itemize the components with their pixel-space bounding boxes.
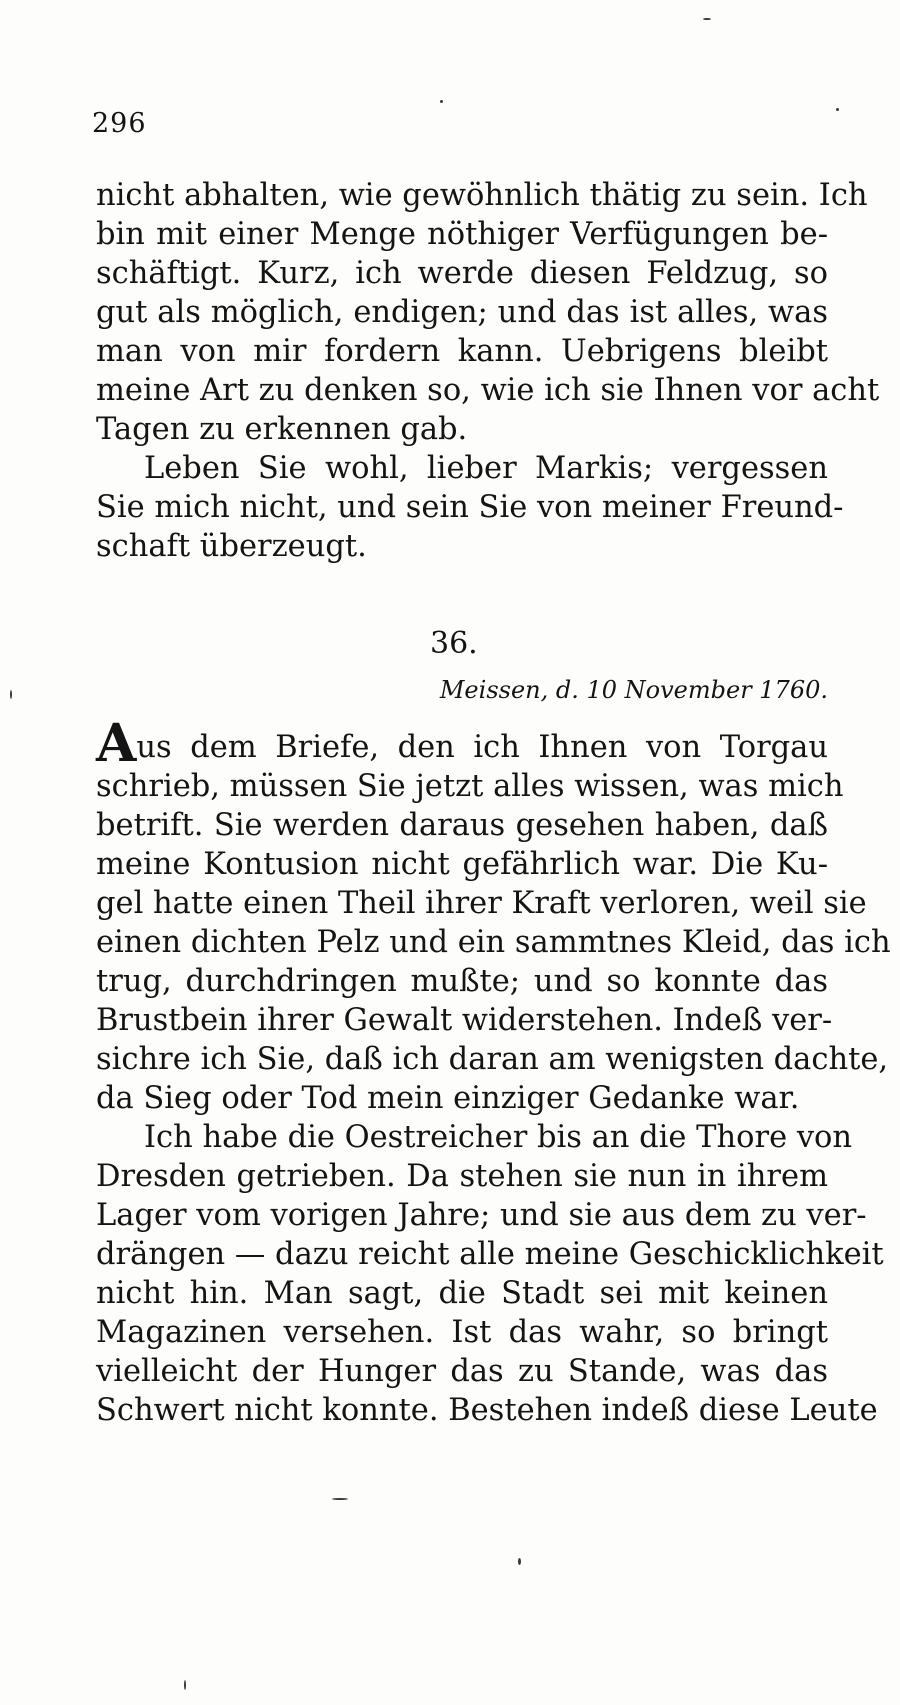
text-line: Leben Sie wohl, lieber Markis; vergessen: [144, 451, 828, 486]
text-line: schaft überzeugt.: [96, 529, 367, 564]
text-line: gut als möglich, endigen; und das ist alles, was: [96, 295, 828, 330]
page-number: 296: [92, 108, 147, 139]
paper-speck: [10, 690, 12, 699]
text-line: trug, durchdringen mußte; und so konnte das: [96, 964, 828, 999]
letter-35-closing-text: [96, 176, 880, 566]
text-line: bin mit einer Menge nöthiger Verfügungen be-: [96, 217, 828, 252]
text-line: da Sieg oder Tod mein einziger Gedanke war.: [96, 1081, 800, 1116]
drop-cap: A: [96, 713, 137, 774]
text-line: nicht abhalten, wie gewöhnlich thätig zu sein. Ich: [96, 178, 868, 213]
text-line: betrift. Sie werden daraus gesehen haben, daß: [96, 808, 828, 843]
text-line: schrieb, müssen Sie jetzt alles wissen, was mich: [96, 769, 844, 804]
paper-speck: [440, 100, 443, 103]
text-line: meine Kontusion nicht gefährlich war. Die Ku-: [96, 847, 828, 882]
paper-speck: [836, 108, 839, 111]
paper-speck: [332, 1498, 348, 1500]
text-line: gel hatte einen Theil ihrer Kraft verloren, weil sie: [96, 886, 867, 921]
letter-dateline: Meissen, d. 10 November 1760.: [439, 676, 828, 704]
text-line: drängen — dazu reicht alle meine Geschicklichkeit: [96, 1237, 884, 1272]
text-line: Ich habe die Oestreicher bis an die Thore von: [144, 1120, 853, 1155]
text-line: schäftigt. Kurz, ich werde diesen Feldzug, so: [96, 256, 828, 291]
text-line: Brustbein ihrer Gewalt widerstehen. Indeß ver-: [96, 1003, 833, 1038]
paper-speck: [184, 1680, 186, 1690]
text-line: vielleicht der Hunger das zu Stande, was das: [96, 1354, 828, 1389]
letter-36-text: [96, 713, 891, 1430]
text-line: nicht hin. Man sagt, die Stadt sei mit keinen: [96, 1276, 828, 1311]
text-line: sichre ich Sie, daß ich daran am wenigsten dachte,: [96, 1042, 889, 1077]
text-line: Magazinen versehen. Ist das wahr, so bringt: [96, 1315, 828, 1350]
text-line: einen dichten Pelz und ein sammtnes Kleid, das ich: [96, 925, 891, 960]
text-line: Tagen zu erkennen gab.: [96, 412, 468, 447]
text-line: Sie mich nicht, und sein Sie von meiner Freund-: [96, 490, 844, 525]
paper-speck: [703, 18, 711, 20]
text-line: meine Art zu denken so, wie ich sie Ihnen vor acht: [96, 373, 880, 408]
paper-speck: [518, 1558, 521, 1565]
text-line: Schwert nicht konnte. Bestehen indeß diese Leute: [96, 1393, 878, 1428]
text-line: Dresden getrieben. Da stehen sie nun in ihrem: [96, 1159, 828, 1194]
text-line: Lager vom vorigen Jahre; und sie aus dem zu ver-: [96, 1198, 867, 1233]
text-line-first: [96, 713, 828, 774]
letter-number: 36.: [430, 626, 478, 661]
first-line-text: us dem Briefe, den ich Ihnen von Torgau: [136, 730, 828, 765]
text-line: man von mir fordern kann. Uebrigens bleibt: [96, 334, 828, 369]
